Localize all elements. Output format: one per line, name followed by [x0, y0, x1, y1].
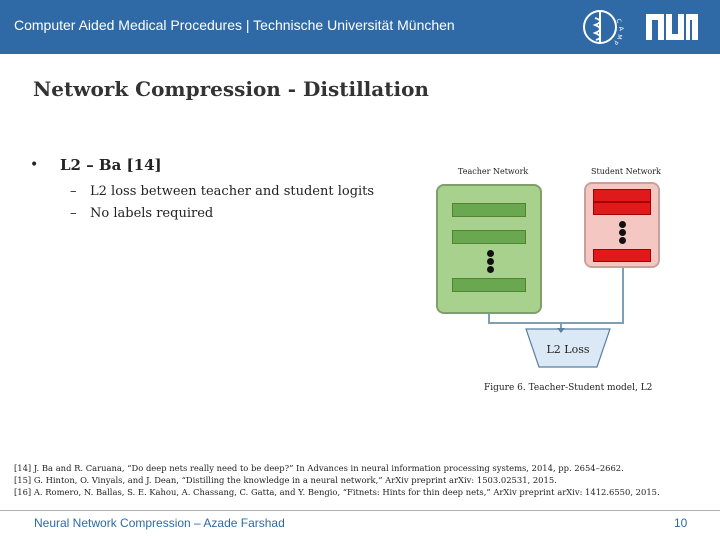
page-number: 10: [674, 516, 688, 530]
student-connector: [622, 268, 624, 323]
references: [14, 462, 660, 498]
teacher-layer: [452, 203, 526, 217]
sub-bullet-dash: –: [70, 184, 77, 199]
footer-divider: [0, 510, 720, 511]
tum-logo: [644, 12, 700, 42]
sub-bullet-text: L2 loss between teacher and student logits: [90, 184, 375, 199]
reference-item: [14] J. Ba and R. Caruana, “Do deep nets really need to be deep?” In Advances in neural information processing systems, 2014, pp. 2654–2662.: [14, 463, 624, 473]
reference-item: [15] G. Hinton, O. Vinyals, and J. Dean, “Distilling the knowledge in a neural network,” ArXiv preprint arXiv: 1503.02531, 2015.: [14, 475, 557, 485]
svg-text:M: M: [615, 33, 623, 40]
teacher-layer: [452, 278, 526, 292]
teacher-network-label: Teacher Network: [458, 167, 529, 176]
slide-title: Network Compression - Distillation: [33, 77, 429, 101]
bullet-marker: •: [30, 157, 39, 173]
header-title: Computer Aided Medical Procedures | Technische Universität München: [14, 17, 455, 33]
sub-bullet: [70, 206, 213, 221]
student-layer: [593, 249, 651, 262]
student-layer: [593, 189, 651, 202]
sub-bullet: [70, 184, 374, 199]
student-ellipsis-dot: [619, 229, 626, 236]
teacher-ellipsis-dot: [487, 258, 494, 265]
sub-bullet-text: No labels required: [90, 206, 214, 221]
header-bar: [0, 0, 720, 54]
svg-text:A: A: [617, 26, 625, 32]
sub-bullet-dash: –: [70, 206, 77, 221]
reference-item: [16] A. Romero, N. Ballas, S. E. Kahou, A. Chassang, C. Gatta, and Y. Bengio, “Fitnets: Hints for thin deep nets,” ArXiv preprint arXiv: 1412.6550, 2015.: [14, 487, 660, 497]
merge-connector: [488, 322, 624, 324]
teacher-ellipsis-dot: [487, 250, 494, 257]
student-ellipsis-dot: [619, 221, 626, 228]
student-layer: [593, 202, 651, 215]
svg-text:P: P: [611, 39, 620, 46]
svg-text:C: C: [614, 17, 623, 25]
student-network-label: Student Network: [591, 167, 661, 176]
footer-text: Neural Network Compression – Azade Farshad: [34, 516, 285, 530]
figure-caption: Figure 6. Teacher-Student model, L2: [484, 383, 653, 393]
camp-logo: [578, 6, 630, 48]
bullet-text: L2 – Ba [14]: [60, 156, 162, 174]
teacher-ellipsis-dot: [487, 266, 494, 273]
teacher-layer: [452, 230, 526, 244]
student-ellipsis-dot: [619, 237, 626, 244]
l2-loss-label: L2 Loss: [546, 343, 590, 356]
